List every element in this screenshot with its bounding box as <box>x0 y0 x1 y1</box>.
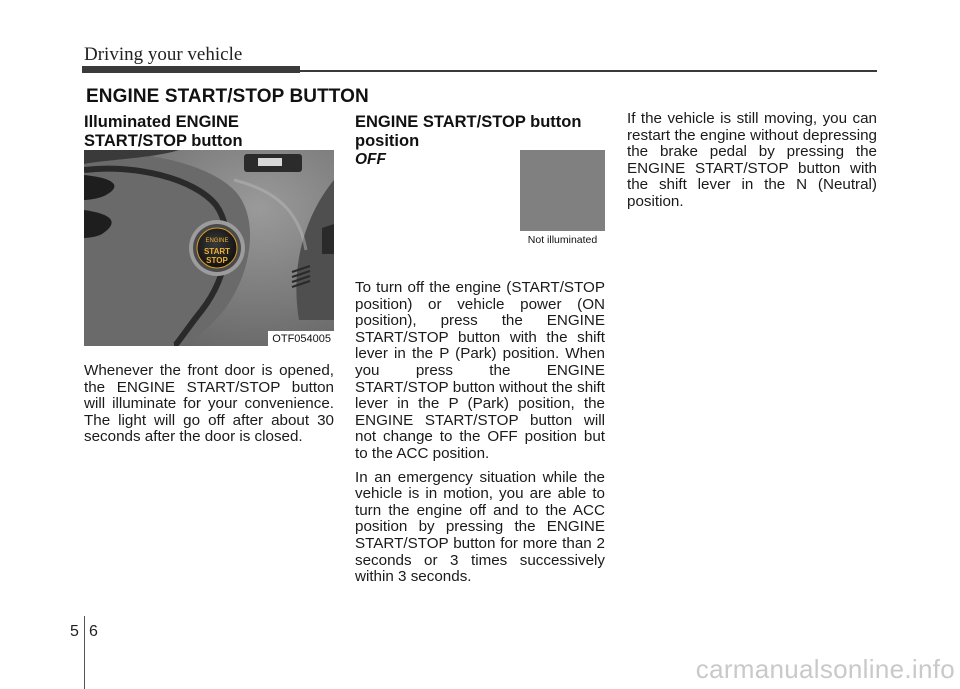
illuminated-paragraph-text: Whenever the front door is opened, the ENGINE START/STOP button will illuminate for your convenience. The light will go off after about 30 seconds after the door is closed. <box>84 362 334 446</box>
position-paragraph-2: In an emergency situation while the vehicle is in motion, you are able to turn the engine off and to the ACC position by pressing the ENGINE START/STOP button for more than 2 seconds or 3 times successively within 3 seconds. <box>355 468 605 586</box>
page-number: 6 <box>89 623 98 640</box>
steering-wheel-figure <box>84 150 334 346</box>
off-indicator-caption: Not illuminated <box>520 231 605 247</box>
figure-caption: OTF054005 <box>268 331 334 346</box>
off-indicator-figure <box>520 150 605 247</box>
illuminated-subhead <box>84 113 334 151</box>
restart-paragraph <box>627 111 877 218</box>
illuminated-subhead-line1: Illuminated ENGINE <box>84 113 239 131</box>
button-text-start: START <box>203 247 231 256</box>
position-subhead-line2: position <box>355 132 420 150</box>
position-paragraphs <box>355 280 605 593</box>
restart-paragraph-text: If the vehicle is still moving, you can restart the engine without depressing the brake pedal by pressing the ENGINE START/STOP button with the shift lever in the N (Neutral) position. <box>627 110 877 210</box>
off-label: OFF <box>355 151 386 168</box>
illuminated-subhead-line2: START/STOP button <box>84 132 243 150</box>
header-rule-thin <box>300 70 877 72</box>
button-text-engine: ENGINE <box>205 238 229 244</box>
position-subhead-line1: ENGINE START/STOP button <box>355 113 582 131</box>
site-watermark: carmanualsonline.info <box>695 654 955 684</box>
position-subhead <box>355 113 605 151</box>
position-paragraph-1: To turn off the engine (START/STOP position) or vehicle power (ON position), press the ENGINE START/STOP button with the shift lever in the P (Park) position. When you press the ENGINE START/STOP button without the shift lever in the P (Park) position, the ENGINE START/STOP button will not change to the OFF position but to the ACC position. <box>355 279 605 462</box>
steering-wheel-illustration <box>84 150 334 346</box>
button-text-stop: STOP <box>206 256 228 265</box>
illuminated-paragraph <box>84 363 334 453</box>
header-rule-thick <box>82 66 300 73</box>
footer-divider <box>84 616 85 689</box>
running-header: Driving your vehicle <box>84 44 243 65</box>
section-title: ENGINE START/STOP BUTTON <box>86 86 369 107</box>
chapter-number: 5 <box>70 623 79 640</box>
